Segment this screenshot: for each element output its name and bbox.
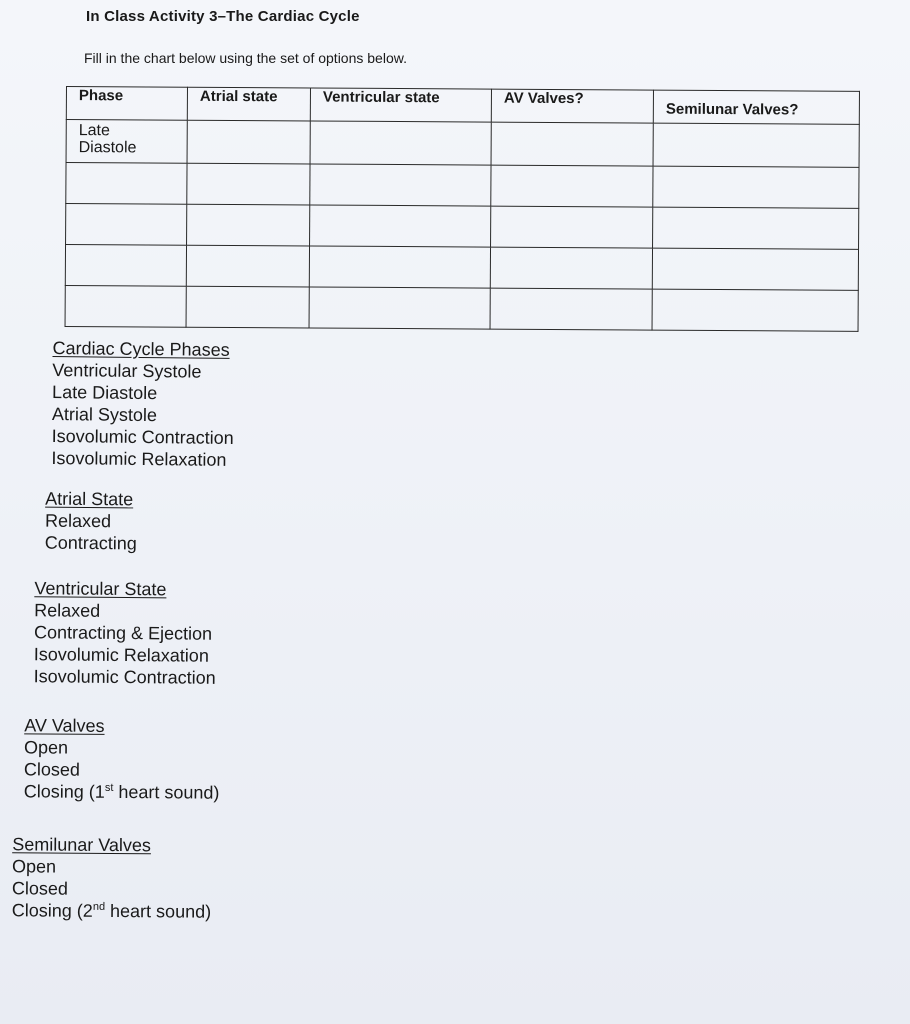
semilunar-valves-heading: Semilunar Valves	[12, 834, 152, 856]
cardiac-cycle-chart	[65, 86, 860, 332]
table-cell[interactable]	[310, 121, 491, 165]
table-cell-phase[interactable]	[66, 120, 187, 164]
atrial-state-heading: Atrial State	[45, 488, 134, 510]
list-item: Ventricular Systole	[52, 360, 202, 382]
header-atrial-state: Atrial state	[187, 87, 310, 121]
list-item: Open	[24, 737, 69, 758]
table-header-row	[66, 87, 859, 125]
table-cell[interactable]	[652, 248, 858, 290]
phases-option-list	[51, 337, 234, 471]
atrial-state-option-list	[45, 488, 138, 555]
av-valves-option-list	[24, 714, 220, 803]
semilunar-valves-option-list	[12, 833, 212, 922]
table-cell[interactable]	[187, 163, 310, 205]
ventricular-state-option-list	[34, 577, 217, 689]
phases-heading: Cardiac Cycle Phases	[52, 338, 230, 360]
table-cell[interactable]	[186, 286, 309, 328]
ordinal-suffix: nd	[92, 900, 106, 913]
list-item: Open	[12, 856, 57, 877]
table-cell[interactable]	[187, 120, 310, 164]
list-item: Relaxed	[34, 600, 101, 621]
table-row	[66, 120, 859, 168]
list-item: Isovolumic Relaxation	[33, 644, 209, 666]
list-item: Relaxed	[44, 510, 112, 532]
table-row	[65, 245, 858, 291]
list-item: Contracting	[44, 532, 137, 554]
list-item-closing	[12, 899, 212, 922]
header-phase: Phase	[66, 87, 187, 121]
closing-suffix: heart sound)	[113, 781, 220, 803]
ordinal-suffix: st	[104, 781, 114, 794]
phase-line: Diastole	[78, 139, 137, 157]
table-row	[66, 163, 859, 209]
table-row	[66, 204, 859, 250]
table-cell[interactable]	[653, 166, 859, 208]
closing-prefix: Closing (1	[23, 781, 105, 802]
ventricular-state-heading: Ventricular State	[34, 578, 167, 600]
list-item: Closed	[11, 878, 69, 899]
table-cell[interactable]	[186, 245, 309, 287]
table-cell[interactable]	[187, 204, 310, 246]
instructions-text: Fill in the chart below using the set of options below.	[84, 50, 407, 66]
table-cell[interactable]	[65, 285, 186, 327]
table-cell[interactable]	[65, 245, 186, 287]
header-ventricular-state: Ventricular state	[310, 88, 491, 122]
table-cell[interactable]	[653, 123, 859, 167]
table-cell[interactable]	[653, 207, 859, 249]
table-cell[interactable]	[66, 204, 187, 246]
table-cell[interactable]	[309, 246, 490, 288]
table-cell[interactable]	[491, 165, 653, 207]
list-item: Contracting & Ejection	[33, 622, 213, 644]
table-cell[interactable]	[491, 206, 653, 248]
header-semilunar-valves: Semilunar Valves?	[653, 90, 859, 124]
table-row	[65, 285, 858, 331]
closing-prefix: Closing (2	[11, 900, 93, 921]
closing-suffix: heart sound)	[104, 900, 212, 922]
table-cell[interactable]	[491, 122, 653, 166]
list-item: Isovolumic Relaxation	[51, 448, 227, 470]
page-title: In Class Activity 3–The Cardiac Cycle	[86, 8, 360, 25]
list-item: Isovolumic Contraction	[51, 426, 234, 448]
table-cell[interactable]	[310, 205, 491, 247]
av-valves-heading: AV Valves	[24, 715, 105, 736]
list-item: Late Diastole	[52, 382, 158, 404]
table-cell[interactable]	[652, 289, 858, 331]
list-item: Isovolumic Contraction	[33, 666, 216, 688]
table-cell[interactable]	[310, 164, 491, 206]
phase-line: Late	[78, 122, 110, 140]
table-cell[interactable]	[66, 163, 187, 205]
header-av-valves: AV Valves?	[491, 89, 653, 123]
list-item-closing	[24, 780, 220, 803]
table-cell[interactable]	[490, 288, 652, 330]
list-item: Closed	[23, 759, 81, 780]
table-cell[interactable]	[490, 247, 652, 289]
table-cell[interactable]	[309, 287, 490, 329]
list-item: Atrial Systole	[51, 404, 158, 426]
